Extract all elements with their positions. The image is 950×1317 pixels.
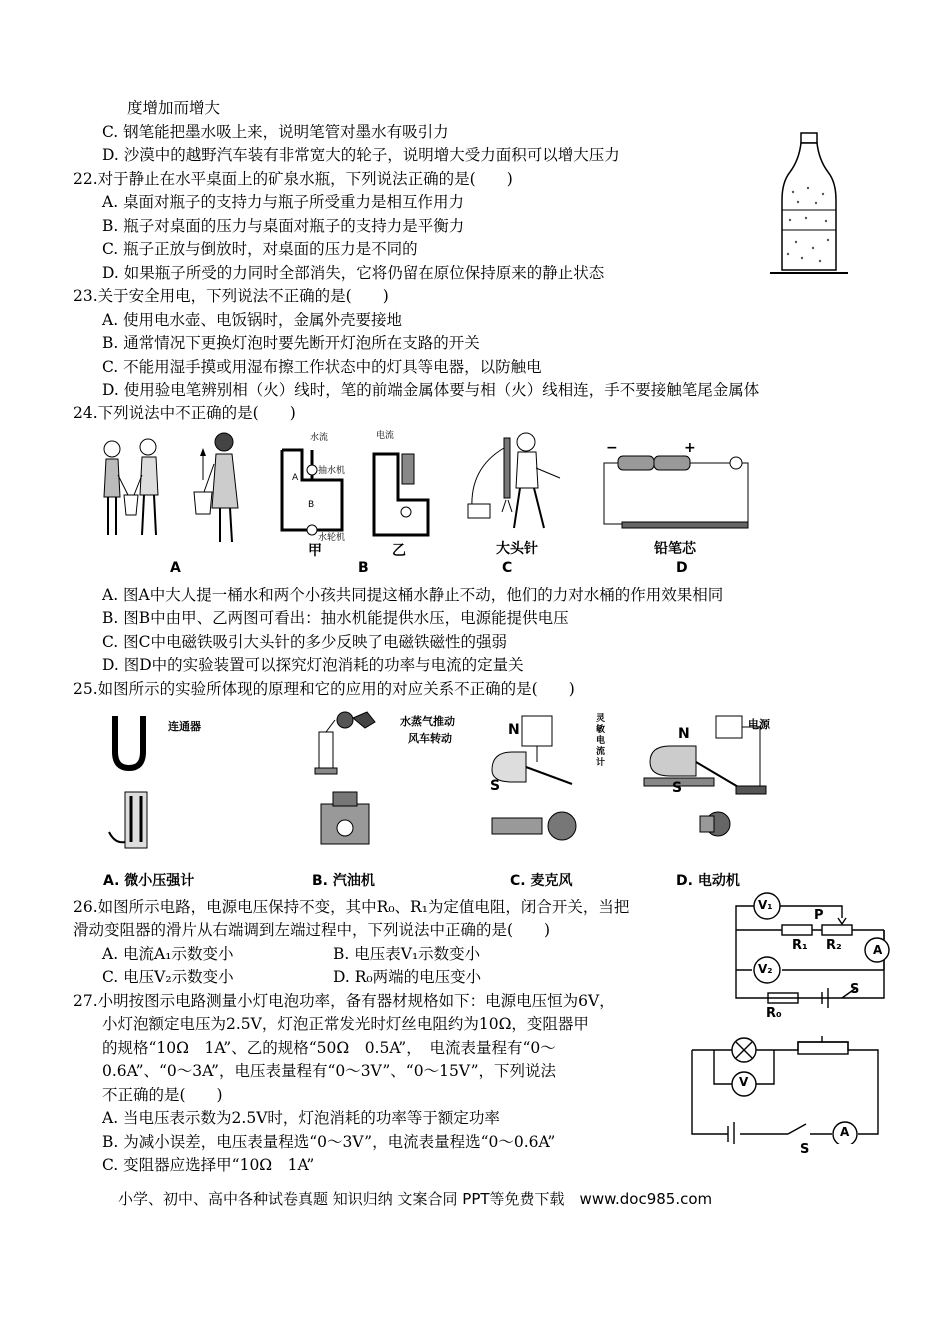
figure-24d-pencil-lead-circuit — [598, 444, 758, 536]
question-26: 26.如图所示电路，电源电压保持不变，其中R₀、R₁为定值电阻，闭合开关，当把 — [73, 898, 630, 916]
figure-label: B — [358, 560, 369, 576]
figure-sublabel: 甲 — [308, 543, 322, 559]
option-a: A. 当电压表示数为2.5V时，灯泡消耗的功率等于额定功率 — [102, 1109, 500, 1127]
minus-sign: − — [606, 440, 618, 456]
ammeter-a: A — [873, 943, 883, 957]
slider-p: P — [814, 908, 824, 923]
text-line: C. 钢笔能把墨水吸上来，说明笔管对墨水有吸引力 — [102, 123, 449, 141]
note-communicating-vessel: 连通器 — [168, 720, 201, 733]
magnet-north: N — [508, 722, 520, 738]
option-a: A. 桌面对瓶子的支持力与瓶子所受重力是相互作用力 — [102, 193, 465, 211]
figure-25a-u-tube-and-gauge — [105, 712, 165, 852]
question-27: 27.小明按图示电路测量小灯电泡功率，备有器材规格如下：电源电压恒为6V， — [73, 992, 615, 1010]
option-b: B. 电压表V₁示数变小 — [333, 945, 481, 963]
option-b: B. 为减小误差，电压表量程选“0～3V”，电流表量程选“0～0.6A” — [102, 1133, 556, 1151]
figure-sublabel: 铅笔芯 — [654, 541, 696, 557]
option-c: C. 不能用湿手摸或用湿布擦工作状态中的灯具等电器，以防触电 — [102, 358, 542, 376]
resistor-r0: R₀ — [766, 1006, 782, 1021]
resistor-r2: R₂ — [826, 938, 842, 953]
figure-25b-steam-and-engine — [305, 708, 395, 858]
label-current: 电流 — [376, 431, 395, 441]
figure-label: A — [170, 560, 181, 576]
text-line: 不正确的是( ) — [102, 1086, 223, 1104]
note-steam: 水蒸气推动 — [400, 715, 455, 728]
plus-sign: + — [684, 440, 696, 456]
figure-25d-motor-experiment — [640, 712, 780, 852]
voltmeter-v1: V₁ — [758, 898, 773, 912]
water-bottle-figure — [768, 130, 850, 280]
switch-s: S — [850, 982, 860, 997]
label-water-flow: 水流 — [310, 433, 329, 443]
voltmeter-v2: V₂ — [758, 962, 773, 976]
figure-label: A. 微小压强计 — [103, 873, 195, 889]
text-line: D. 沙漠中的越野汽车装有非常宽大的轮子，说明增大受力面积可以增大压力 — [102, 146, 620, 164]
question-24: 24.下列说法中不正确的是( ) — [73, 404, 296, 422]
figure-label: D — [676, 560, 688, 576]
voltmeter-v: V — [739, 1075, 749, 1089]
text-line: 度增加而增大 — [127, 99, 221, 117]
text-line: 小灯泡额定电压为2.5V，灯泡正常发光时灯丝电阻约为10Ω，变阻器甲 — [102, 1015, 589, 1033]
figure-sublabel: 大头针 — [496, 541, 538, 557]
page-footer: 小学、初中、高中各种试卷真题 知识归纳 文案合同 PPT等免费下载 www.doc985.com — [118, 1190, 713, 1208]
label-point-b: B — [308, 500, 315, 510]
option-a: A. 电流A₁示数变小 — [102, 945, 234, 963]
figure-24a-adult-carrying-bucket — [190, 430, 250, 548]
figure-label: C — [502, 560, 513, 576]
figure-sublabel: 乙 — [392, 543, 406, 559]
question-22: 22.对于静止在水平桌面上的矿泉水瓶，下列说法正确的是( ) — [73, 170, 513, 188]
ammeter-a: A — [840, 1125, 850, 1139]
figure-24b-electric-circuit — [368, 440, 438, 540]
circuit-diagram-27 — [688, 1034, 888, 1144]
option-d: D. 使用验电笔辨别相（火）线时，笔的前端金属体要与相（火）线相连，手不要接触笔尾金属体 — [102, 381, 760, 399]
figure-label: C. 麦克风 — [510, 873, 573, 889]
label-point-a: A — [292, 473, 299, 483]
text-line: 滑动变阻器的滑片从右端调到左端过程中，下列说法中正确的是( ) — [73, 921, 551, 939]
option-b: B. 图B中由甲、乙两图可看出：抽水机能提供水压，电源能提供电压 — [102, 609, 569, 627]
question-25: 25.如图所示的实验所体现的原理和它的应用的对应关系不正确的是( ) — [73, 680, 575, 698]
magnet-north: N — [678, 726, 690, 742]
option-a: A. 使用电水壶、电饭锅时，金属外壳要接地 — [102, 311, 403, 329]
circuit-diagram-26 — [732, 888, 892, 1018]
text-line: 0.6A”、“0～3A”，电压表量程有“0～3V”、“0～15V”，下列说法 — [102, 1062, 557, 1080]
option-d: D. 图D中的实验装置可以探究灯泡消耗的功率与电流的定量关 — [102, 656, 524, 674]
resistor-r1: R₁ — [792, 938, 808, 953]
option-c: C. 变阻器应选择甲“10Ω 1A” — [102, 1156, 315, 1174]
option-b: B. 通常情况下更换灯泡时要先断开灯泡所在支路的开关 — [102, 334, 480, 352]
magnet-south: S — [672, 780, 683, 796]
switch-s: S — [800, 1142, 810, 1157]
question-23: 23.关于安全用电，下列说法不正确的是( ) — [73, 287, 389, 305]
magnet-south: S — [490, 778, 501, 794]
figure-24a-people-carrying-bucket — [98, 435, 180, 547]
note-windmill: 风车转动 — [408, 732, 452, 745]
note-power-source: 电源 — [748, 718, 770, 731]
figure-24c-electromagnet — [460, 428, 580, 536]
option-d: D. 如果瓶子所受的力同时全部消失，它将仍留在原位保持原来的静止状态 — [102, 264, 605, 282]
option-c: C. 图C中电磁铁吸引大头针的多少反映了电磁铁磁性的强弱 — [102, 633, 508, 651]
label-pump: 抽水机 — [318, 466, 346, 476]
option-c: C. 瓶子正放与倒放时，对桌面的压力是不同的 — [102, 240, 418, 258]
option-b: B. 瓶子对桌面的压力与桌面对瓶子的支持力是平衡力 — [102, 217, 465, 235]
figure-label: D. 电动机 — [676, 873, 740, 889]
figure-24b-water-circuit — [272, 440, 352, 540]
figure-label: B. 汽油机 — [312, 873, 375, 889]
option-a: A. 图A中大人提一桶水和两个小孩共同提这桶水静止不动，他们的力对水桶的作用效果相同 — [102, 586, 724, 604]
option-d: D. R₀两端的电压变小 — [333, 968, 482, 986]
text-line: 的规格“10Ω 1A”、乙的规格“50Ω 0.5A”， 电流表量程有“0～ — [102, 1039, 556, 1057]
label-turbine: 水轮机 — [318, 533, 346, 543]
note-galvanometer: 灵敏电流计 — [596, 714, 606, 768]
option-c: C. 电压V₂示数变小 — [102, 968, 234, 986]
